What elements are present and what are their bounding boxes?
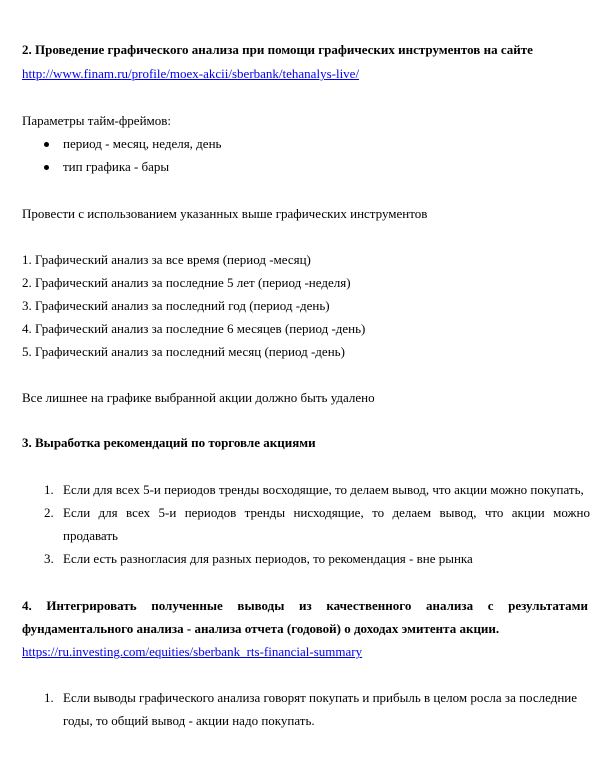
item-text-continued: годы, то общий вывод - акции надо покупать. <box>63 713 315 728</box>
analysis-item: 2. Графический анализ за последние 5 лет (период -неделя) <box>22 275 351 290</box>
item-number: 3. <box>44 551 54 566</box>
item-text-continued: продавать <box>63 528 118 543</box>
analysis-item: 1. Графический анализ за все время (период -месяц) <box>22 252 311 267</box>
investing-link[interactable]: https://ru.investing.com/equities/sberbank_rts-financial-summary <box>22 644 363 659</box>
item-number: 2. <box>44 505 54 520</box>
bullet-icon <box>44 142 49 147</box>
recommendation-item <box>44 505 590 545</box>
item-text: Если есть разногласия для разных периодов, то рекомендация - вне рынка <box>63 551 473 566</box>
param-bullet-item <box>44 136 221 152</box>
section3-heading: 3. Выработка рекомендаций по торговле акциями <box>22 435 316 450</box>
item-number: 1. <box>44 482 54 497</box>
bullet-icon <box>44 165 49 170</box>
section2-heading: 2. Проведение графического анализа при помощи графических инструментов на сайте <box>22 42 533 57</box>
param-text: тип графика - бары <box>63 159 170 174</box>
section4-heading-line1: 4. Интегрировать полученные выводы из качественного анализа с результатами <box>22 598 588 613</box>
param-text: период - месяц, неделя, день <box>63 136 222 151</box>
conclusion-item <box>44 690 590 730</box>
recommendation-item <box>44 482 590 498</box>
cleanup-note: Все лишнее на графике выбранной акции должно быть удалено <box>22 390 375 405</box>
param-bullet-item <box>44 159 169 175</box>
analysis-item: 5. Графический анализ за последний месяц (период -день) <box>22 344 345 359</box>
finam-link[interactable]: http://www.finam.ru/profile/moex-akcii/sberbank/tehanalys-live/ <box>22 66 360 81</box>
item-number: 1. <box>44 690 54 705</box>
params-label: Параметры тайм-фреймов: <box>22 113 171 128</box>
section4-heading-line2: фундаментального анализа - анализа отчета (годовой) о доходах эмитента акции. <box>22 621 500 636</box>
analysis-item: 3. Графический анализ за последний год (период -день) <box>22 298 330 313</box>
item-text: Если для всех 5-и периодов тренды нисходящие, то делаем вывод, что акции можно <box>63 505 590 520</box>
analysis-item: 4. Графический анализ за последние 6 месяцев (период -день) <box>22 321 366 336</box>
item-text: Если для всех 5-и периодов тренды восходящие, то делаем вывод, что акции можно покупать, <box>63 482 584 497</box>
recommendation-item <box>44 551 590 567</box>
item-text: Если выводы графического анализа говорят покупать и прибыль в целом росла за последние <box>63 690 578 705</box>
instruction-text: Провести с использованием указанных выше графических инструментов <box>22 206 428 221</box>
